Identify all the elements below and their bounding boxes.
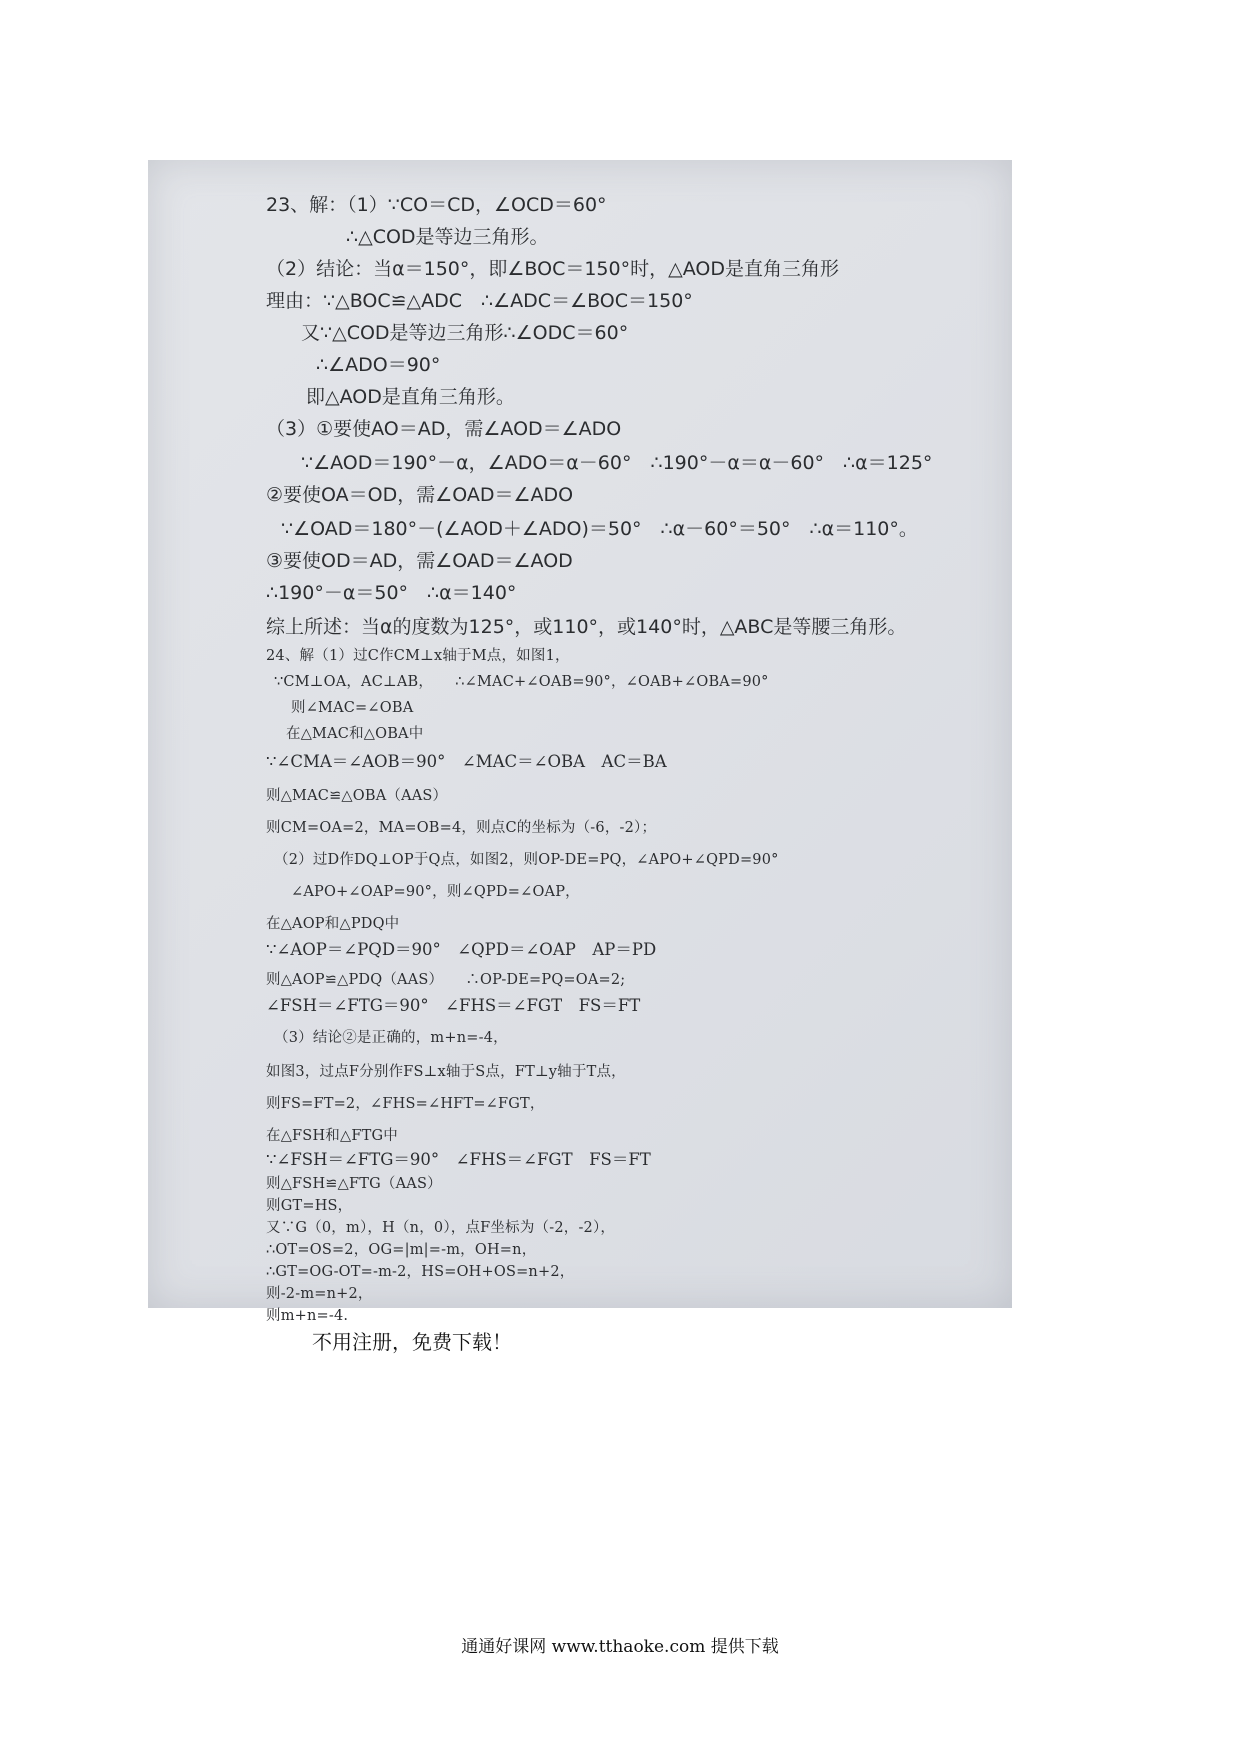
answer-line: ∠FSH＝∠FTG＝90° ∠FHS＝∠FGT FS＝FT [266, 996, 641, 1015]
answer-line: 则GT=HS， [266, 1198, 353, 1214]
answer-line: 理由：∵△BOC≌△ADC ∴∠ADC＝∠BOC＝150° [266, 290, 693, 312]
answer-line: ∴190°－α＝50° ∴α＝140° [266, 582, 517, 604]
answer-line: 如图3，过点F分别作FS⊥x轴于S点，FT⊥y轴于T点， [266, 1064, 626, 1080]
answer-line: ∠APO+∠OAP=90°，则∠QPD=∠OAP， [291, 884, 580, 900]
answer-line: ∴△COD是等边三角形。 [346, 226, 549, 248]
answer-line: 则m+n=-4. [266, 1308, 349, 1324]
answer-line: ∵∠OAD＝180°－(∠AOD＋∠ADO)＝50° ∴α－60°＝50° ∴α＝110°。 [281, 518, 918, 540]
answer-line: 则-2-m=n+2， [266, 1286, 373, 1302]
answer-line: 又∵G（0，m），H（n，0），点F坐标为（-2，-2）， [266, 1220, 616, 1236]
answer-line: 综上所述：当α的度数为125°，或110°，或140°时，△ABC是等腰三角形。 [266, 616, 907, 638]
answer-line: 又∵△COD是等边三角形∴∠ODC＝60° [301, 322, 629, 344]
answer-line: （2）过D作DQ⊥OP于Q点，如图2，则OP-DE=PQ，∠APO+∠QPD=90° [274, 852, 779, 868]
answer-line: 23、解：（1）∵CO＝CD，∠OCD＝60° [266, 194, 607, 216]
answer-line: ③要使OD＝AD，需∠OAD＝∠AOD [266, 550, 573, 572]
answer-line: 在△AOP和△PDQ中 [266, 916, 400, 932]
answer-line: 在△MAC和△OBA中 [286, 726, 424, 742]
answer-line: 则△MAC≌△OBA（AAS） [266, 788, 448, 804]
answer-line: ∵CM⊥OA，AC⊥AB， ∴∠MAC+∠OAB=90°，∠OAB+∠OBA=90° [274, 674, 769, 690]
answer-line: ∵∠CMA＝∠AOB＝90° ∠MAC＝∠OBA AC＝BA [266, 752, 667, 771]
free-download-note: 不用注册，免费下载！ [312, 1330, 512, 1354]
answer-line: （3）①要使AO＝AD，需∠AOD＝∠ADO [266, 418, 622, 440]
answer-line: 24、解（1）过C作CM⊥x轴于M点，如图1， [266, 648, 570, 664]
answer-line: ∴OT=OS=2，OG=|m|=-m，OH=n， [266, 1242, 537, 1258]
scanned-answer-photo [148, 160, 1012, 1324]
answer-line: ∵∠AOD＝190°－α，∠ADO＝α－60° ∴190°－α＝α－60° ∴α＝125° [301, 452, 933, 474]
answer-line: 则△FSH≌△FTG（AAS） [266, 1176, 442, 1192]
answer-line: ∴∠ADO＝90° [316, 354, 441, 376]
answer-line: ∴GT=OG-OT=-m-2，HS=OH+OS=n+2， [266, 1264, 575, 1280]
answer-line: 则CM=OA=2，MA=OB=4，则点C的坐标为（-6，-2）； [266, 820, 657, 836]
answer-line: 则∠MAC=∠OBA [291, 700, 414, 716]
page-footer: 通通好课网 www.tthaoke.com 提供下载 [461, 1637, 779, 1657]
answer-line: ∵∠FSH＝∠FTG＝90° ∠FHS＝∠FGT FS＝FT [266, 1150, 651, 1169]
answer-line: 在△FSH和△FTG中 [266, 1128, 398, 1144]
answer-line: （2）结论：当α＝150°，即∠BOC＝150°时，△AOD是直角三角形 [266, 258, 839, 280]
answer-line: ∵∠AOP＝∠PQD＝90° ∠QPD＝∠OAP AP＝PD [266, 940, 657, 959]
answer-line: 则△AOP≌△PDQ（AAS） ∴OP-DE=PQ=OA=2; [266, 972, 626, 988]
answer-line: （3）结论②是正确的，m+n=-4， [274, 1030, 508, 1046]
answer-line: ②要使OA＝OD，需∠OAD＝∠ADO [266, 484, 574, 506]
answer-line: 即△AOD是直角三角形。 [306, 386, 515, 408]
answer-line: 则FS=FT=2，∠FHS=∠HFT=∠FGT， [266, 1096, 545, 1112]
